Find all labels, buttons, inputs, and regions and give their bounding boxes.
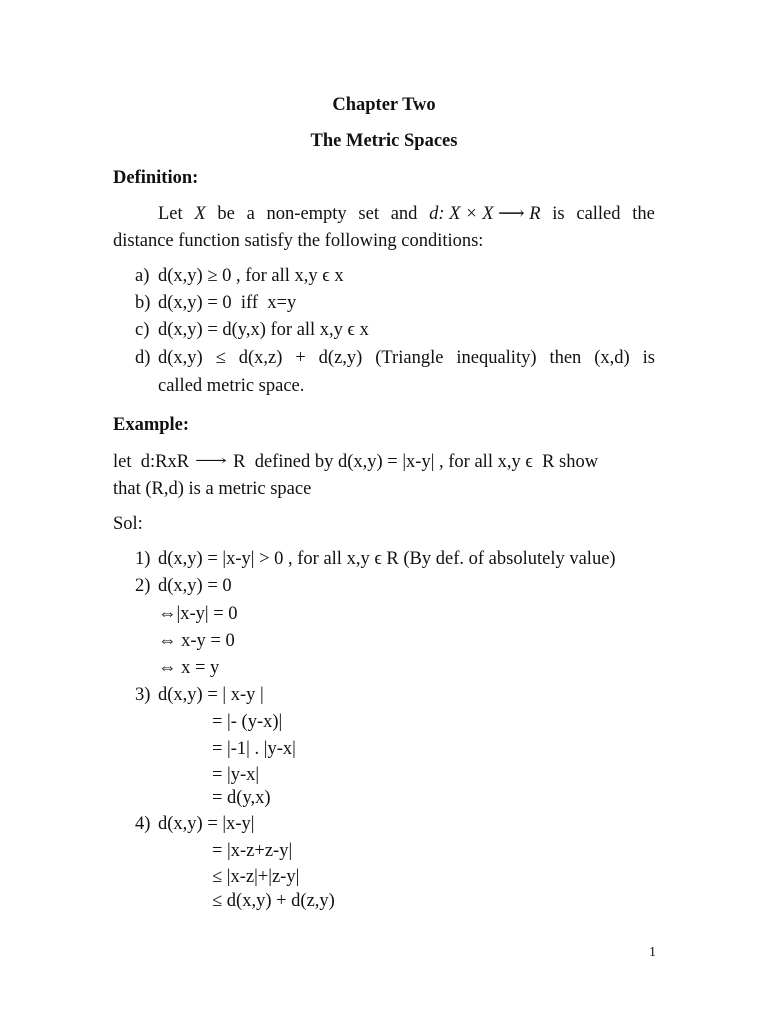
step-4-line: = |x-z+z-y| (212, 841, 293, 861)
step-4-line: ≤ d(x,y) + d(z,y) (212, 891, 335, 911)
condition-c-text: d(x,y) = d(y,x) for all x,y ϵ x (158, 320, 369, 340)
definition-heading: Definition: (113, 168, 199, 188)
condition-b-text: d(x,y) = 0 iff x=y (158, 293, 297, 313)
condition-d-label: d) (135, 348, 151, 368)
step-4-line: d(x,y) = |x-y| (158, 814, 255, 834)
condition-a-label: a) (135, 266, 150, 286)
condition-b-label: b) (135, 293, 151, 313)
step-3-line: = |-1| . |y-x| (212, 739, 296, 759)
step-2-line: ⇔ x-y = 0 (158, 631, 235, 651)
step-2-number: 2) (135, 576, 151, 596)
step-2-line: ⇔ x = y (158, 658, 220, 678)
definition-intro-line1: Let X be a non-empty set and d: X × X ⟶ R is called the (158, 204, 655, 224)
step-3-number: 3) (135, 685, 151, 705)
example-heading: Example: (113, 415, 190, 435)
step-1-line: d(x,y) = |x-y| > 0 , for all x,y ϵ R (By def. of absolutely value) (158, 549, 616, 569)
condition-c-label: c) (135, 320, 150, 340)
step-4-line: ≤ |x-z|+|z-y| (212, 867, 300, 887)
step-3-line: = |- (y-x)| (212, 712, 283, 732)
condition-a-text: d(x,y) ≥ 0 , for all x,y ϵ x (158, 266, 344, 286)
step-1-number: 1) (135, 549, 151, 569)
example-line1: let d:RxR ⟶ R defined by d(x,y) = |x-y| , for all x,y ϵ R show (113, 452, 599, 472)
page-title: The Metric Spaces (310, 131, 458, 151)
page-number: 1 (649, 945, 656, 960)
example-line2: that (R,d) is a metric space (113, 479, 312, 499)
step-2-line: ⇔|x-y| = 0 (158, 604, 238, 624)
definition-intro-line2: distance function satisfy the following conditions: (113, 231, 484, 251)
condition-d-text-line2: called metric space. (158, 376, 305, 396)
solution-label: Sol: (113, 514, 143, 534)
step-3-line: d(x,y) = | x-y | (158, 685, 264, 705)
step-3-line: = d(y,x) (212, 788, 271, 808)
condition-d-text-line1: d(x,y) ≤ d(x,z) + d(z,y) (Triangle inequality) then (x,d) is (158, 348, 655, 368)
step-3-line: = |y-x| (212, 765, 260, 785)
chapter-heading: Chapter Two (332, 95, 436, 115)
step-4-number: 4) (135, 814, 151, 834)
step-2-line: d(x,y) = 0 (158, 576, 232, 596)
long-right-arrow: ⟶ (195, 454, 228, 469)
